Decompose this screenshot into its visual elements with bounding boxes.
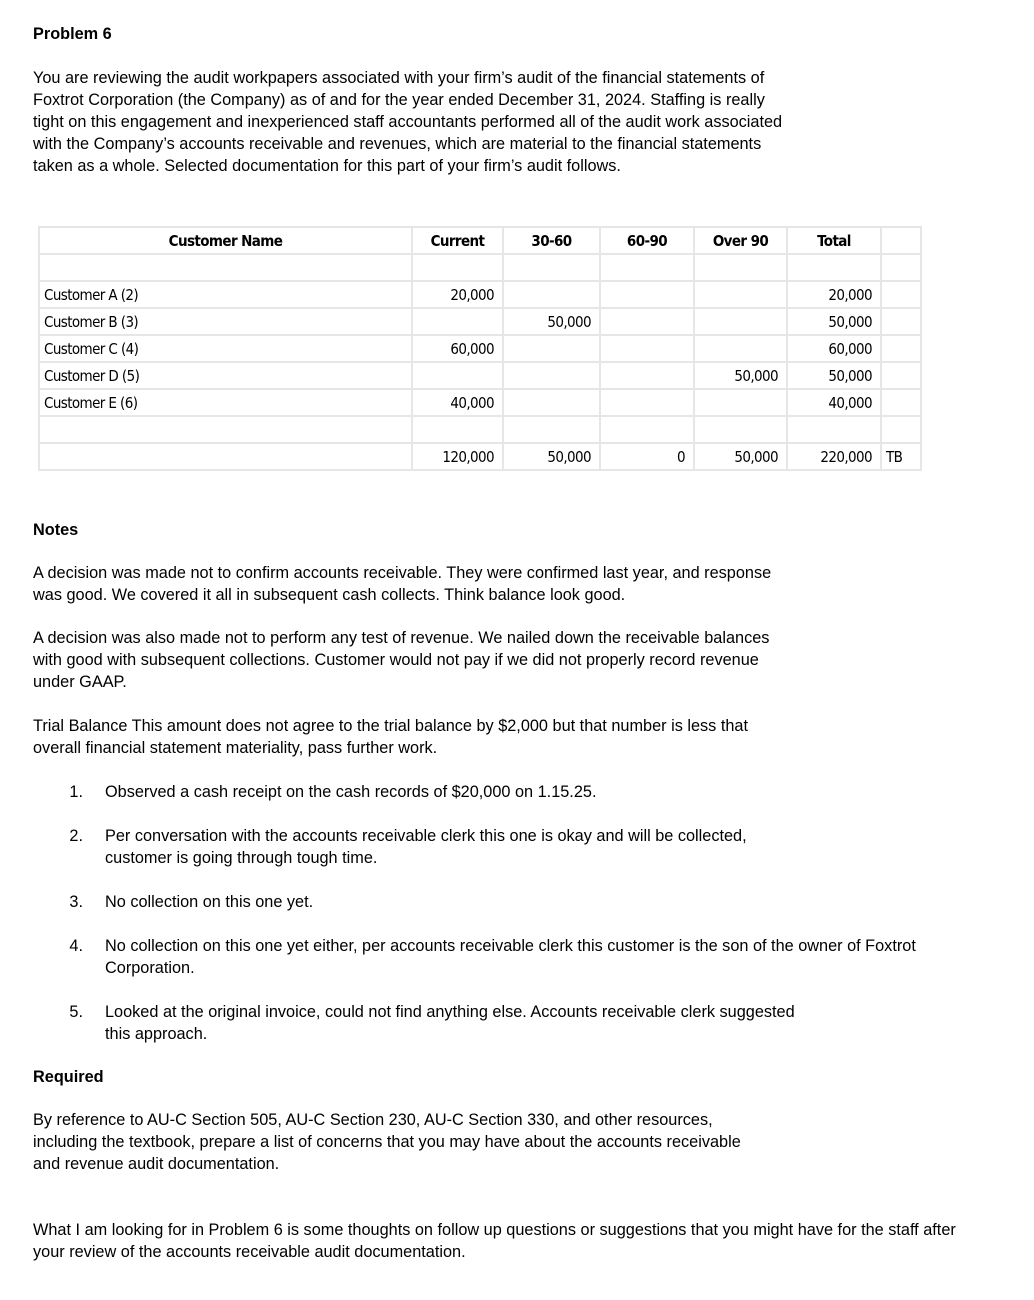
header-customer: Customer Name: [39, 227, 412, 254]
blank-row: [39, 416, 921, 443]
cell: [881, 281, 921, 308]
list-number: 1.: [69, 783, 83, 801]
cell: 50,000: [787, 308, 881, 335]
cell: [503, 335, 600, 362]
cell: 20,000: [412, 281, 503, 308]
list-item: [33, 825, 773, 869]
cell: [694, 389, 787, 416]
cell: 50,000: [694, 362, 787, 389]
customer-name: Customer C (4): [39, 335, 412, 362]
cell: [881, 335, 921, 362]
list-text: No collection on this one yet either, per accounts receivable clerk this customer is the son of the owner of Foxtrot Corporation.: [105, 937, 916, 977]
header-60-90: 60-90: [600, 227, 694, 254]
intro-paragraph: You are reviewing the audit workpapers associated with your firm’s audit of the financial statements of Foxtrot Corporation (the Company) as of and for the year ended December 31, 2024. Staffing is really tight on this engagement and inexperienced staff accountants performed all of the audit work associated with the Company’s accounts receivable and revenues, which are material to the financial statements taken as a whole. Selected documentation for this part of your firm’s audit follows.: [33, 69, 783, 175]
notes-heading: Notes: [33, 521, 79, 539]
list-text: Observed a cash receipt on the cash records of $20,000 on 1.15.25.: [105, 783, 597, 801]
tb-tickmark: TB: [881, 443, 921, 470]
note-paragraph: Trial Balance This amount does not agree to the trial balance by $2,000 but that number is less that overall financial statement materiality, pass further work.: [33, 717, 748, 757]
note-paragraph: A decision was also made not to perform any test of revenue. We nailed down the receivable balances with good with subsequent collections. Customer would not pay if we did not properly record revenue under GAAP.: [33, 629, 770, 691]
total-30-60: 50,000: [503, 443, 600, 470]
totals-row: [39, 443, 921, 470]
cell: [694, 308, 787, 335]
list-item: [33, 1001, 803, 1045]
header-over-90: Over 90: [694, 227, 787, 254]
table-row: [39, 362, 921, 389]
note-paragraph: A decision was made not to confirm accounts receivable. They were confirmed last year, and response was good. We covered it all in subsequent cash collects. Think balance look good.: [33, 564, 772, 604]
customer-name: Customer B (3): [39, 308, 412, 335]
list-number: 2.: [69, 827, 83, 845]
closing-paragraph: What I am looking for in Problem 6 is some thoughts on follow up questions or suggestions that you might have for the staff after your review of the accounts receivable audit documentation.: [33, 1221, 956, 1261]
list-item: [33, 891, 973, 913]
cell: [503, 389, 600, 416]
cell: 60,000: [787, 335, 881, 362]
cell: 20,000: [787, 281, 881, 308]
required-paragraph: By reference to AU-C Section 505, AU-C Section 230, AU-C Section 330, and other resources, including the textbook, prepare a list of concerns that you may have about the accounts receivable and revenue audit documentation.: [33, 1111, 741, 1173]
total-over-90: 50,000: [694, 443, 787, 470]
list-text: Looked at the original invoice, could not find anything else. Accounts receivable clerk suggested this approach.: [105, 1003, 795, 1043]
list-number: 4.: [69, 937, 83, 955]
table-row: [39, 308, 921, 335]
cell: [39, 443, 412, 470]
cell: [694, 281, 787, 308]
table-row: [39, 281, 921, 308]
cell: 50,000: [503, 308, 600, 335]
total-current: 120,000: [412, 443, 503, 470]
list-number: 5.: [69, 1003, 83, 1021]
customer-name: Customer A (2): [39, 281, 412, 308]
required-heading: Required: [33, 1068, 104, 1086]
aging-table: [38, 226, 922, 471]
grand-total: 220,000: [787, 443, 881, 470]
table-row: [39, 335, 921, 362]
header-current: Current: [412, 227, 503, 254]
cell: [600, 281, 694, 308]
cell: 40,000: [412, 389, 503, 416]
list-number: 3.: [69, 893, 83, 911]
list-item: [33, 935, 968, 979]
cell: [881, 389, 921, 416]
table-row: [39, 389, 921, 416]
total-60-90: 0: [600, 443, 694, 470]
list-item: [33, 781, 973, 803]
problem-title: Problem 6: [33, 25, 112, 43]
cell: [503, 362, 600, 389]
list-text: No collection on this one yet.: [105, 893, 314, 911]
header-blank: [881, 227, 921, 254]
table-header-row: [39, 227, 921, 254]
cell: [600, 335, 694, 362]
cell: [412, 308, 503, 335]
cell: 50,000: [787, 362, 881, 389]
cell: [600, 308, 694, 335]
cell: [694, 335, 787, 362]
cell: 60,000: [412, 335, 503, 362]
cell: [503, 281, 600, 308]
blank-row: [39, 254, 921, 281]
header-30-60: 30-60: [503, 227, 600, 254]
cell: 40,000: [787, 389, 881, 416]
header-total: Total: [787, 227, 881, 254]
cell: [412, 362, 503, 389]
cell: [881, 308, 921, 335]
customer-name: Customer E (6): [39, 389, 412, 416]
cell: [881, 362, 921, 389]
list-text: Per conversation with the accounts receivable clerk this one is okay and will be collected, customer is going through tough time.: [105, 827, 747, 867]
customer-name: Customer D (5): [39, 362, 412, 389]
cell: [600, 362, 694, 389]
cell: [600, 389, 694, 416]
